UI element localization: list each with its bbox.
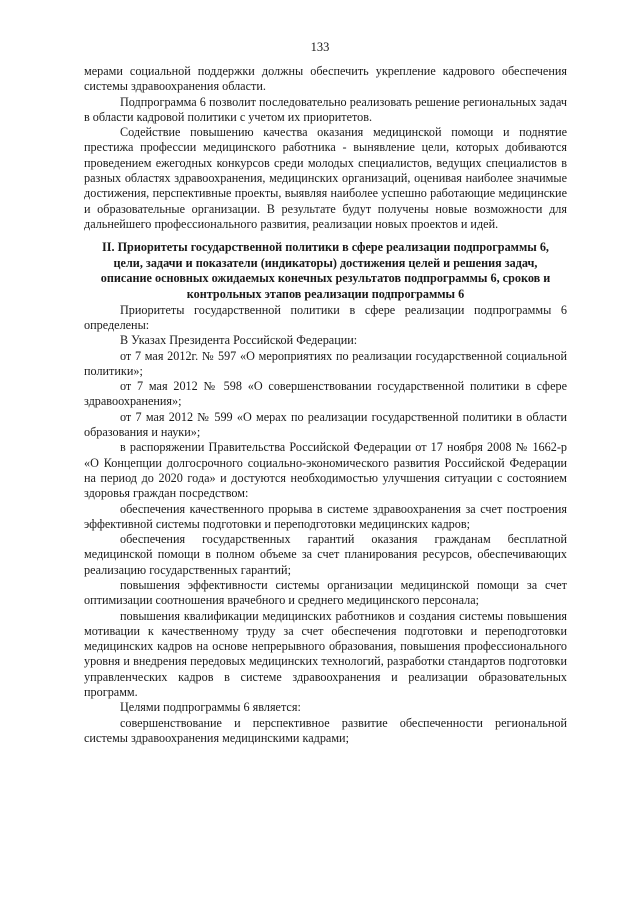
paragraph: повышения квалификации медицинских работников и создания системы повышения мотивации к качественному труду за счет обеспечения подготовки и переподготовки медицинских кадров на основе непрерывного образования, повышения профессионального уровня и внедрения передовых медицинских технологий, разработки стандартов подготовки управленческих кадров в системе здравоохранения и реализации образовательных программ. bbox=[84, 608, 567, 700]
page-number: 133 bbox=[310, 40, 330, 54]
paragraph: от 7 мая 2012 № 598 «О совершенствовании государственной политики в сфере здравоохранения»; bbox=[84, 379, 567, 409]
paragraph: обеспечения государственных гарантий оказания гражданам бесплатной медицинской помощи в полном объеме за счет планирования ресурсов, обеспечивающих реализацию государственных гарантий; bbox=[84, 532, 567, 577]
paragraph: обеспечения качественного прорыва в системе здравоохранения за счет построения эффективной системы подготовки и переподготовки медицинских кадров; bbox=[84, 501, 567, 531]
paragraph: Целями подпрограммы 6 является: bbox=[120, 700, 301, 715]
paragraph: мерами социальной поддержки должны обеспечить укрепление кадрового обеспечения системы здравоохранения области. bbox=[84, 64, 567, 94]
paragraph: Подпрограмма 6 позволит последовательно реализовать решение региональных задач в области кадровой политики с учетом их приоритетов. bbox=[84, 94, 567, 124]
paragraph: повышения эффективности системы организации медицинской помощи за счет оптимизации соотношения врачебного и среднего медицинского персонала; bbox=[84, 577, 567, 608]
paragraph: совершенствование и перспективное развитие обеспеченности региональной системы здравоохранения медицинскими кадрами; bbox=[84, 715, 567, 745]
paragraph: Содействие повышению качества оказания медицинской помощи и поднятие престижа профессии медицинского работника - вынявление цели, которых добиваются проведением ежегодных конкурсов среди молодых специалистов, ведущих специалистов в разных областях здравоохранения, медицинских организаций, оценивая наиболее значимые достижения, перспективные проекты, выявляя наиболее успешно работающие медицинские и образовательные организации. В результате будут получены новые возможности для дальнейшего профессионального развития, реализации новых проектов и идей. bbox=[84, 125, 567, 231]
paragraph: в распоряжении Правительства Российской Федерации от 17 ноября 2008 № 1662-р «О Концепции долгосрочного социально-экономического развития Российской Федерации на период до 2020 года» и достуются необходимостью улучшения ситуации с состоянием здоровья граждан посредством: bbox=[84, 440, 567, 501]
paragraph: от 7 мая 2012 № 599 «О мерах по реализации государственной политики в области образования и науки»; bbox=[84, 409, 567, 440]
paragraph: от 7 мая 2012г. № 597 «О мероприятиях по реализации государственной социальной политики»; bbox=[84, 348, 567, 378]
paragraph: Приоритеты государственной политики в сфере реализации подпрограммы 6 определены: bbox=[84, 302, 567, 332]
paragraph: В Указах Президента Российской Федерации: bbox=[120, 333, 358, 348]
section-heading: II. Приоритеты государственной политики в сфере реализации подпрограммы 6, цели, задачи и показатели (индикаторы) достижения целей и решения задач, описание основных ожидаемых конечных результатов подпрограммы 6, сроков и контрольных этапов реализации подпрограммы 6 bbox=[100, 240, 551, 302]
body-text bbox=[84, 64, 567, 746]
